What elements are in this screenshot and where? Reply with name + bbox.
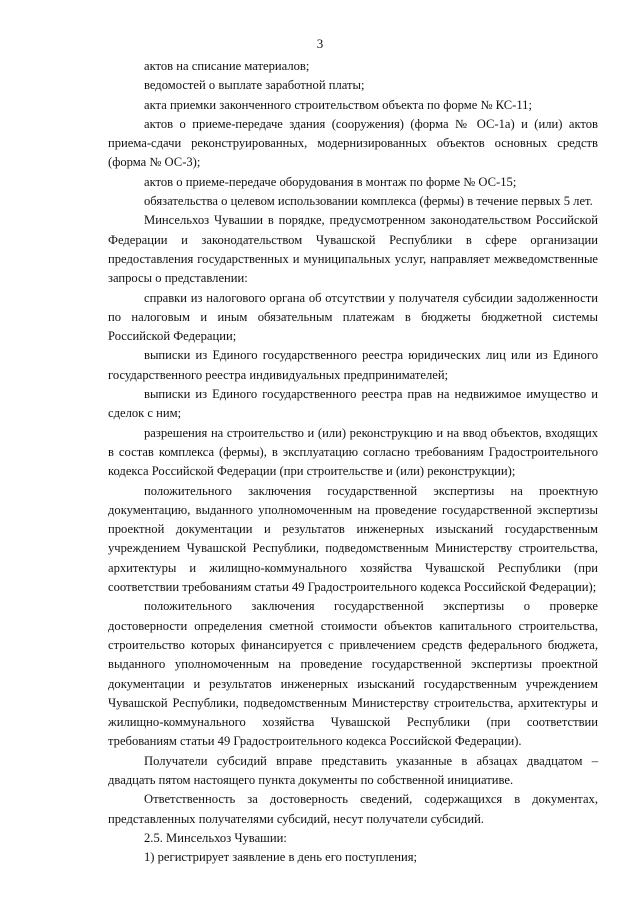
paragraph-project-expertise: положительного заключения государственной экспертизы на проектную документацию, выданного уполномоченным на проведение государственной экспертизы проектной документации и результатов инженерных изысканий государственным учреждением Чувашской Республики, подведомственным Министерству строительства, архитектуры и жилищно-коммунального хозяйства Чувашской Республики (при соответствии требованиям статьи 49 Градостроительного кодекса Российской Федерации);	[108, 483, 598, 595]
paragraph-own-initiative: Получатели субсидий вправе представить указанные в абзацах двадцатом – двадцать пятом настоящего пункта документы по собственной инициативе.	[108, 753, 598, 787]
paragraph-estimate-expertise: положительного заключения государственной экспертизы о проверке достоверности определения сметной стоимости объектов капитального строительства, строительство которых финансируется с привлечением средств федерального бюджета, выданного уполномоченным на проведение государственной экспертизы проектной документации и результатов инженерных изысканий государственным учреждением Чувашской Республики, подведомственным Министерству строительства, архитектуры и жилищно-коммунального хозяйства Чувашской Республики (при соответствии требованиям статьи 49 Градостроительного кодекса Российской Федерации).	[108, 599, 598, 749]
paragraph-target-use-obligation: обязательства о целевом использовании комплекса (фермы) в течение первых 5 лет.	[144, 194, 593, 209]
paragraph-payroll-statements: ведомостей о выплате заработной платы;	[144, 78, 365, 93]
paragraph-section-2-5: 2.5. Минсельхоз Чувашии:	[144, 830, 287, 845]
paragraph-os15-act: актов о приеме-передаче оборудования в монтаж по форме № ОС-15;	[144, 174, 517, 189]
document-body	[108, 57, 598, 867]
paragraph-construction-permits: разрешения на строительство и (или) реконструкцию и на ввод объектов, входящих в состав комплекса (фермы), в эксплуатацию согласно требованиям Градостроительного кодекса Российской Федерации (при строительстве и (или) реконструкции);	[108, 425, 598, 479]
paragraph-registers-application: 1) регистрирует заявление в день его поступления;	[144, 850, 418, 865]
paragraph-legal-entities-register: выписки из Единого государственного реестра юридических лиц или из Единого государственного реестра индивидуальных предпринимателей;	[108, 348, 598, 382]
paragraph-interagency-requests: Минсельхоз Чувашии в порядке, предусмотренном законодательством Российской Федерации и законодательством Чувашской Республики в сфере организации предоставления государственных и муниципальных услуг, направляет межведомственные запросы о представлении:	[108, 213, 598, 286]
paragraph-materials-writeoff: актов на списание материалов;	[144, 59, 310, 73]
page-number: 3	[316, 36, 324, 51]
paragraph-responsibility: Ответственность за достоверность сведений, содержащихся в документах, представленных получателями субсидий, несут получатели субсидий.	[108, 792, 598, 826]
paragraph-real-estate-register: выписки из Единого государственного реестра прав на недвижимое имущество и сделок с ним;	[108, 387, 598, 421]
paragraph-tax-certificate: справки из налогового органа об отсутствии у получателя субсидии задолженности по налоговым и иным обязательным платежам в бюджеты бюджетной системы Российской Федерации;	[108, 290, 598, 344]
paragraph-os1a-os3-acts: актов о приеме-передаче здания (сооружения) (форма № ОС-1а) и (или) актов приема-сдачи реконструированных, модернизированных объектов основных средств (форма № ОС-3);	[108, 116, 598, 170]
paragraph-ks11-act: акта приемки законченного строительством объекта по форме № КС-11;	[144, 97, 532, 112]
